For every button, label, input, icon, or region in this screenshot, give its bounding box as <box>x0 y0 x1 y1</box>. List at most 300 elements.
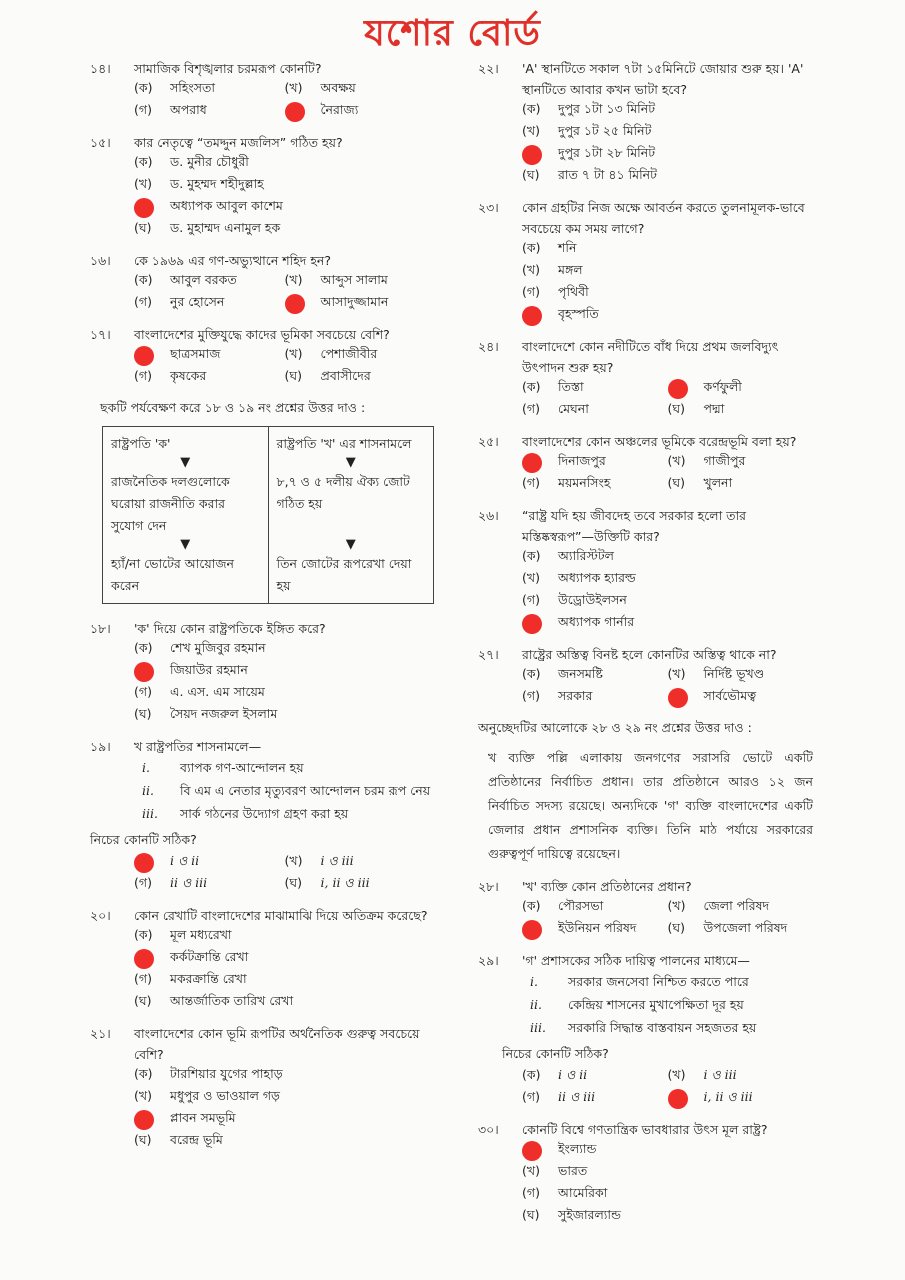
question-number: ২৬। <box>478 508 499 523</box>
option <box>522 166 813 188</box>
option-text: জিয়াউর রহমান <box>170 662 248 677</box>
option-text: প্লাবন সমভূমি <box>170 1110 236 1125</box>
question-27 <box>478 644 813 709</box>
question-number: ১৫। <box>90 135 111 150</box>
option <box>522 665 668 687</box>
answer-mark-icon <box>522 920 542 940</box>
question-stem: কোনটি বিশ্বে গণতান্ত্রিক ভাবধারার উৎস মূল রাষ্ট্র? <box>522 1122 768 1137</box>
option <box>285 874 436 896</box>
option-label: (ক) <box>522 898 541 913</box>
option-label: (ক) <box>134 927 153 942</box>
options <box>522 378 813 422</box>
statement-number: i. <box>530 974 538 989</box>
option-text: ড. মুনীর চৌধুরী <box>170 154 249 169</box>
answer-mark-icon <box>285 294 305 314</box>
down-arrow-icon: ▼ <box>180 455 191 470</box>
option <box>134 970 435 992</box>
option-label: (গ) <box>522 284 540 299</box>
option <box>522 1184 813 1206</box>
question-22 <box>478 58 813 188</box>
statement-list <box>530 971 813 1038</box>
option <box>522 378 668 400</box>
option <box>522 897 668 919</box>
statement-text: ব্যাপক গণ-আন্দোলন হয় <box>180 760 304 775</box>
option-text: ইউনিয়ন পরিষদ <box>558 920 637 935</box>
option <box>522 1066 668 1088</box>
option-text: ড. মুহম্মদ শহীদুল্লাহ <box>170 176 264 191</box>
stimulus-instruction: ছকটি পর্যবেক্ষণ করে ১৮ ও ১৯ নং প্রশ্নের উত্তর দাও : <box>100 400 366 415</box>
option <box>522 305 813 327</box>
option <box>134 1109 435 1131</box>
left-column <box>90 58 435 1162</box>
option-text: i ও iii <box>703 1067 737 1082</box>
option <box>522 261 813 283</box>
option <box>285 79 436 101</box>
option <box>285 101 436 123</box>
option-label: (গ) <box>522 401 540 416</box>
option-text: জেলা পরিষদ <box>703 898 770 913</box>
answer-mark-icon <box>134 346 154 366</box>
option-label: (ঘ) <box>284 368 302 383</box>
option <box>134 79 285 101</box>
statement <box>530 1017 813 1038</box>
option-text: কৃষকের <box>170 368 207 383</box>
option-text: সার্বভৌমত্ব <box>703 688 757 703</box>
option-label: (খ) <box>284 853 303 868</box>
option-text: মূল মধ্যরেখা <box>170 927 232 942</box>
option-text: বৃহস্পতি <box>558 306 599 321</box>
option-label: (গ) <box>522 1185 540 1200</box>
option <box>134 683 435 705</box>
option-label: (ঘ) <box>667 401 685 416</box>
flow-right-step-2: তিন জোটের রূপরেখা দেয়া হয় <box>276 556 412 593</box>
option <box>134 197 435 219</box>
question-stem: রাষ্ট্রের অস্তিত্ব বিনষ্ট হলে কোনটির অস্তিত্ব থাকে না? <box>522 647 777 662</box>
option-text: কর্কটক্রান্তি রেখা <box>170 949 249 964</box>
option-label: (ঘ) <box>134 706 152 721</box>
question-stem: বাংলাদেশের মুক্তিযুদ্ধে কাদের ভূমিকা সবচেয়ে বেশি? <box>134 327 390 342</box>
statement-number: ii. <box>530 997 542 1012</box>
option-text: আমেরিকা <box>558 1185 608 1200</box>
question-24 <box>478 336 813 422</box>
option-text: ভারত <box>558 1163 588 1178</box>
options <box>134 271 435 315</box>
answer-mark-icon <box>134 1110 154 1130</box>
statement-number: ii. <box>142 783 154 798</box>
question-number: ২০। <box>90 908 111 923</box>
option <box>522 547 813 569</box>
option-text: সরকার <box>558 688 593 703</box>
statement-text: সার্ক গঠনের উদ্যোগ গ্রহণ করা হয় <box>180 806 349 821</box>
question-stem: “রাষ্ট্র যদি হয় জীবদেহ তবে সরকার হলো তার মস্তিষ্কস্বরূপ”—উক্তিটি কার? <box>522 508 747 544</box>
question-stem: বাংলাদেশে কোন নদীটিতে বাঁধ দিয়ে প্রথম জলবিদ্যুৎ উৎপাদন শুরু হয়? <box>522 339 779 375</box>
options <box>522 665 813 709</box>
option-text: প্রবাসীদের <box>320 368 371 383</box>
option-text: এ. এস. এম সায়েম <box>170 684 265 699</box>
option-text: আবুল বরকত <box>170 272 237 287</box>
option <box>522 1206 813 1228</box>
option-text: আন্তর্জাতিক তারিখ রেখা <box>170 993 294 1008</box>
option-text: বরেন্দ্র ভূমি <box>170 1132 223 1147</box>
option-text: i ও ii <box>170 853 200 868</box>
statement-number: iii. <box>530 1020 546 1035</box>
option-text: ii ও iii <box>558 1089 596 1104</box>
option-text: রাত ৭ টা ৪১ মিনিট <box>558 167 657 182</box>
question-number: ১৭। <box>90 327 111 342</box>
question-28 <box>478 876 813 941</box>
question-number: ২৩। <box>478 200 499 215</box>
options <box>134 79 435 123</box>
option-text: শনি <box>558 240 577 255</box>
question-number: ১৯। <box>90 739 111 754</box>
option <box>134 101 285 123</box>
right-column <box>478 58 813 1237</box>
question-stem: বাংলাদেশের কোন ভূমি রূপটির অর্থনৈতিক গুরুত্ব সবচেয়ে বেশি? <box>134 1026 420 1062</box>
question-20 <box>90 905 435 1014</box>
option-text: মকরক্রান্তি রেখা <box>170 971 247 986</box>
down-arrow-icon: ▼ <box>180 537 191 552</box>
flow-right-head: রাষ্ট্রপতি 'খ' এর শাসনামলে <box>276 436 412 451</box>
option-label: (ক) <box>522 666 541 681</box>
option <box>285 271 436 293</box>
option <box>134 926 435 948</box>
option <box>668 400 814 422</box>
flow-table <box>102 426 434 604</box>
option-label: (ক) <box>134 154 153 169</box>
flow-left-step-1: রাজনৈতিক দলগুলোকে ঘরোয়া রাজনীতি করার সুযোগ দেন <box>111 474 230 533</box>
option-text: অধ্যাপক আবুল কাশেম <box>170 198 283 213</box>
option-label: (ঘ) <box>134 220 152 235</box>
option-label: (খ) <box>134 176 152 191</box>
statement <box>530 994 813 1015</box>
answer-mark-icon <box>668 1089 688 1109</box>
option-label: (ক) <box>522 240 541 255</box>
option <box>522 687 668 709</box>
option-text: পৌরসভা <box>558 898 604 913</box>
option-text: নির্দিষ্ট ভূখণ্ড <box>703 666 765 681</box>
question-number: ২৮। <box>478 879 499 894</box>
option-label: (খ) <box>667 1067 686 1082</box>
question-17 <box>90 324 435 389</box>
question-stem: কোন রেখাটি বাংলাদেশের মাঝামাঝি দিয়ে অতিক্রম করেছে? <box>134 908 428 923</box>
flow-right-step-1: ৮,৭ ও ৫ দলীয় ঐক্য জোট গঠিত হয় <box>276 474 410 511</box>
option-text: মঙ্গল <box>558 262 583 277</box>
question-15 <box>90 132 435 241</box>
option-label: (গ) <box>134 368 152 383</box>
option <box>134 345 285 367</box>
option-text: ড. মুহাম্মদ এনামুল হক <box>170 220 281 235</box>
statement-text: সরকারি সিদ্ধান্ত বাস্তবায়ন সহজতর হয় <box>568 1020 757 1035</box>
option <box>285 293 436 315</box>
answer-mark-icon <box>522 453 542 473</box>
option-text: আব্দুস সালাম <box>320 272 388 287</box>
option <box>134 219 435 241</box>
option-label: (গ) <box>134 971 152 986</box>
option <box>668 378 814 400</box>
option-label: (ঘ) <box>134 1132 152 1147</box>
option <box>668 687 814 709</box>
options <box>522 452 813 496</box>
statement-text: বি এম এ নেতার মৃত্যুবরণ আন্দোলন চরম রূপ নেয় <box>180 783 431 798</box>
option-label: (গ) <box>134 684 152 699</box>
question-25 <box>478 431 813 496</box>
statement <box>142 803 435 824</box>
passage-instruction: অনুচ্ছেদটির আলোকে ২৮ ও ২৯ নং প্রশ্নের উত্তর দাও : <box>478 720 752 735</box>
option-label: (খ) <box>667 898 686 913</box>
option-label: (গ) <box>134 102 152 117</box>
statement-list <box>142 757 435 824</box>
options <box>134 639 435 727</box>
answer-mark-icon <box>522 1141 542 1161</box>
options <box>522 1066 813 1110</box>
options <box>522 100 813 188</box>
question-number: ৩০। <box>478 1122 499 1137</box>
option-label: (ঘ) <box>522 1207 540 1222</box>
question-23 <box>478 197 813 327</box>
option <box>668 1066 814 1088</box>
option <box>668 897 814 919</box>
option <box>134 874 285 896</box>
option-label: (ক) <box>522 1067 541 1082</box>
options <box>522 1140 813 1228</box>
option <box>134 852 285 874</box>
option <box>668 474 814 496</box>
options <box>134 153 435 241</box>
option-text: তিস্তা <box>558 379 584 394</box>
option-label: (গ) <box>522 1089 540 1104</box>
option <box>668 452 814 474</box>
question-stem: 'গ' প্রশাসকের সঠিক দায়িত্ব পালনের মাধ্যমে— <box>522 953 750 968</box>
option-label: (গ) <box>134 875 152 890</box>
option <box>522 569 813 591</box>
option <box>522 122 813 144</box>
flow-right-column <box>268 427 434 604</box>
option <box>522 144 813 166</box>
option <box>134 293 285 315</box>
option <box>668 665 814 687</box>
option <box>134 175 435 197</box>
option-text: দিনাজপুর <box>558 453 606 468</box>
option <box>134 271 285 293</box>
option-label: (ক) <box>522 548 541 563</box>
statement <box>530 971 813 992</box>
question-18 <box>90 618 435 727</box>
option-label: (খ) <box>134 1088 152 1103</box>
option <box>522 239 813 261</box>
answer-mark-icon <box>134 853 154 873</box>
option-text: গাজীপুর <box>703 453 746 468</box>
option-text: খুলনা <box>703 475 733 490</box>
option <box>522 1088 668 1110</box>
statement-number: i. <box>142 760 150 775</box>
option-text: পদ্মা <box>703 401 725 416</box>
question-16 <box>90 250 435 315</box>
question-26 <box>478 505 813 635</box>
option-label: (গ) <box>522 688 540 703</box>
option-label: (ঘ) <box>667 475 685 490</box>
question-number: ২২। <box>478 61 499 76</box>
option <box>285 367 436 389</box>
option-label: (ঘ) <box>667 920 685 935</box>
option-text: মধুপুর ও ভাওয়াল গড় <box>170 1088 280 1103</box>
option-text: i, ii ও iii <box>320 875 370 890</box>
option-text: শেখ মুজিবুর রহমান <box>170 640 266 655</box>
option <box>134 1065 435 1087</box>
option-label: (ক) <box>134 1066 153 1081</box>
statement-number: iii. <box>142 806 158 821</box>
option-label: (খ) <box>284 80 303 95</box>
question-ask: নিচের কোনটি সঠিক? <box>90 832 197 847</box>
option-text: টারশিয়ার যুগের পাহাড় <box>170 1066 283 1081</box>
question-stem: সামাজিক বিশৃঙ্খলার চরমরূপ কোনটি? <box>134 61 322 76</box>
question-stem: কার নেতৃত্বে “তমদ্দুন মজলিস” গঠিত হয়? <box>134 135 343 150</box>
option-label: (খ) <box>522 123 540 138</box>
option-text: দুপুর ১টা ২৮ মিনিট <box>558 145 655 160</box>
answer-mark-icon <box>668 688 688 708</box>
option-label: (গ) <box>522 592 540 607</box>
flow-left-step-2: হ্যাঁ/না ভোটের আয়োজন করেন <box>111 556 235 593</box>
question-number: ১৮। <box>90 621 111 636</box>
option <box>522 283 813 305</box>
options <box>134 1065 435 1153</box>
option-text: ইংল্যান্ড <box>558 1141 597 1156</box>
question-30 <box>478 1119 813 1228</box>
statement-text: কেন্দ্রিয় শাসনের মুখাপেক্ষিতা দূর হয় <box>568 997 744 1012</box>
option-text: ছাত্রসমাজ <box>170 346 221 361</box>
option-label: (খ) <box>667 453 686 468</box>
flow-left-head: রাষ্ট্রপতি 'ক' <box>111 436 171 451</box>
option <box>522 100 813 122</box>
option <box>134 639 435 661</box>
option <box>134 1131 435 1153</box>
option-text: মেঘনা <box>558 401 589 416</box>
option-text: সুইজারল্যান্ড <box>558 1207 621 1222</box>
option-text: সৈয়দ নজরুল ইসলাম <box>170 706 278 721</box>
option-label: (গ) <box>134 294 152 309</box>
option <box>134 1087 435 1109</box>
option <box>134 705 435 727</box>
question-stem: বাংলাদেশের কোন অঞ্চলের ভূমিকে বরেন্দ্রভূমি বলা হয়? <box>522 434 797 449</box>
option-text: উড্রোউইলসন <box>558 592 627 607</box>
option-text: পেশাজীবীর <box>320 346 378 361</box>
statement-text: সরকার জনসেবা নিশ্চিত করতে পারে <box>568 974 749 989</box>
option <box>668 919 814 941</box>
page-title: যশোর বোর্ড <box>364 13 541 54</box>
option <box>134 992 435 1014</box>
option-text: অ্যারিস্টটল <box>558 548 614 563</box>
statement <box>142 757 435 778</box>
question-number: ২৯। <box>478 953 499 968</box>
option <box>285 852 436 874</box>
option-text: নুর হোসেন <box>170 294 225 309</box>
option-text: অধ্যাপক গার্নার <box>558 614 635 629</box>
question-21 <box>90 1023 435 1153</box>
question-number: ১৬। <box>90 253 111 268</box>
option-label: (খ) <box>667 666 686 681</box>
option <box>522 1140 813 1162</box>
option <box>285 345 436 367</box>
passage: খ ব্যক্তি পল্লি এলাকায় জনগণের সরাসরি ভোটে একটি প্রতিষ্ঠানের নির্বাচিত প্রধান। তার প্রতিষ্ঠানে আরও ১২ জন নির্বাচিত সদস্য রয়েছে। অন্যদিকে 'গ' ব্যক্তি বাংলাদেশের একটি জেলার প্রধান প্রশাসনিক ব্যক্তি। তিনি মাঠ পর্যায়ে সরকারের গুরুত্বপূর্ণ দায়িত্বে রয়েছেন। <box>488 750 813 861</box>
option <box>522 474 668 496</box>
question-stem: 'A' স্থানটিতে সকাল ৭টা ১৫মিনিটে জোয়ার শুরু হয়। 'A' স্থানটিতে আবার কখন ভাটা হবে? <box>522 61 804 97</box>
option-label: (ক) <box>134 80 153 95</box>
answer-mark-icon <box>522 306 542 326</box>
options <box>522 239 813 327</box>
question-14 <box>90 58 435 123</box>
question-ask: নিচের কোনটি সঠিক? <box>502 1046 609 1061</box>
option <box>134 153 435 175</box>
flow-left-column <box>103 427 269 604</box>
option <box>522 919 668 941</box>
answer-mark-icon <box>134 198 154 218</box>
option <box>522 1162 813 1184</box>
option <box>134 367 285 389</box>
option-label: (খ) <box>522 1163 540 1178</box>
option-label: (ঘ) <box>134 993 152 1008</box>
option-label: (গ) <box>522 475 540 490</box>
question-number: ২৫। <box>478 434 499 449</box>
option-text: দুপুর ১ট ২৫ মিনিট <box>558 123 652 138</box>
option-text: অবক্ষয় <box>320 80 356 95</box>
option-text: ময়মনসিংহ <box>558 475 611 490</box>
option-text: নৈরাজ্য <box>320 102 359 117</box>
question-stem: খ রাষ্ট্রপতির শাসনামলে— <box>134 739 262 754</box>
question-stem: 'খ' ব্যক্তি কোন প্রতিষ্ঠানের প্রধান? <box>522 879 692 894</box>
option <box>522 591 813 613</box>
option-text: জনসমষ্টি <box>558 666 603 681</box>
option-label: (ক) <box>522 101 541 116</box>
question-number: ১৪। <box>90 61 111 76</box>
option-text: i ও iii <box>320 853 354 868</box>
option-text: উপজেলা পরিষদ <box>703 920 788 935</box>
option-text: i ও ii <box>558 1067 588 1082</box>
answer-mark-icon <box>522 614 542 634</box>
answer-mark-icon <box>134 662 154 682</box>
option-label: (খ) <box>284 272 303 287</box>
option <box>668 1088 814 1110</box>
question-stem: কে ১৯৬৯ এর গণ-অভ্যুত্থানে শহিদ হন? <box>134 253 332 268</box>
option-text: পৃথিবী <box>558 284 589 299</box>
question-29 <box>478 950 813 1110</box>
options <box>134 926 435 1014</box>
option-label: (ঘ) <box>284 875 302 890</box>
option <box>522 613 813 635</box>
down-arrow-icon: ▼ <box>345 537 356 552</box>
answer-mark-icon <box>285 102 305 122</box>
option-label: (ক) <box>134 272 153 287</box>
options <box>522 897 813 941</box>
option <box>134 661 435 683</box>
option-label: (খ) <box>284 346 303 361</box>
option-label: (ঘ) <box>522 167 540 182</box>
question-stem: 'ক' দিয়ে কোন রাষ্ট্রপতিকে ইঙ্গিত করে? <box>134 621 326 636</box>
option-text: দুপুর ১টা ১৩ মিনিট <box>558 101 655 116</box>
question-stem: কোন গ্রহটির নিজ অক্ষে আবর্তন করতে তুলনামূলক-ভাবে সবচেয়ে কম সময় লাগে? <box>522 200 805 236</box>
answer-mark-icon <box>134 949 154 969</box>
question-number: ২১। <box>90 1026 111 1041</box>
question-19 <box>90 736 435 896</box>
option-text: ii ও iii <box>170 875 208 890</box>
option-label: (খ) <box>522 262 540 277</box>
option-text: আসাদুজ্জামান <box>320 294 389 309</box>
question-number: ২৪। <box>478 339 499 354</box>
statement <box>142 780 435 801</box>
option-text: অপরাধ <box>170 102 207 117</box>
answer-mark-icon <box>668 379 688 399</box>
option-text: সহিংসতা <box>170 80 216 95</box>
down-arrow-icon: ▼ <box>345 455 356 470</box>
options <box>134 345 435 389</box>
